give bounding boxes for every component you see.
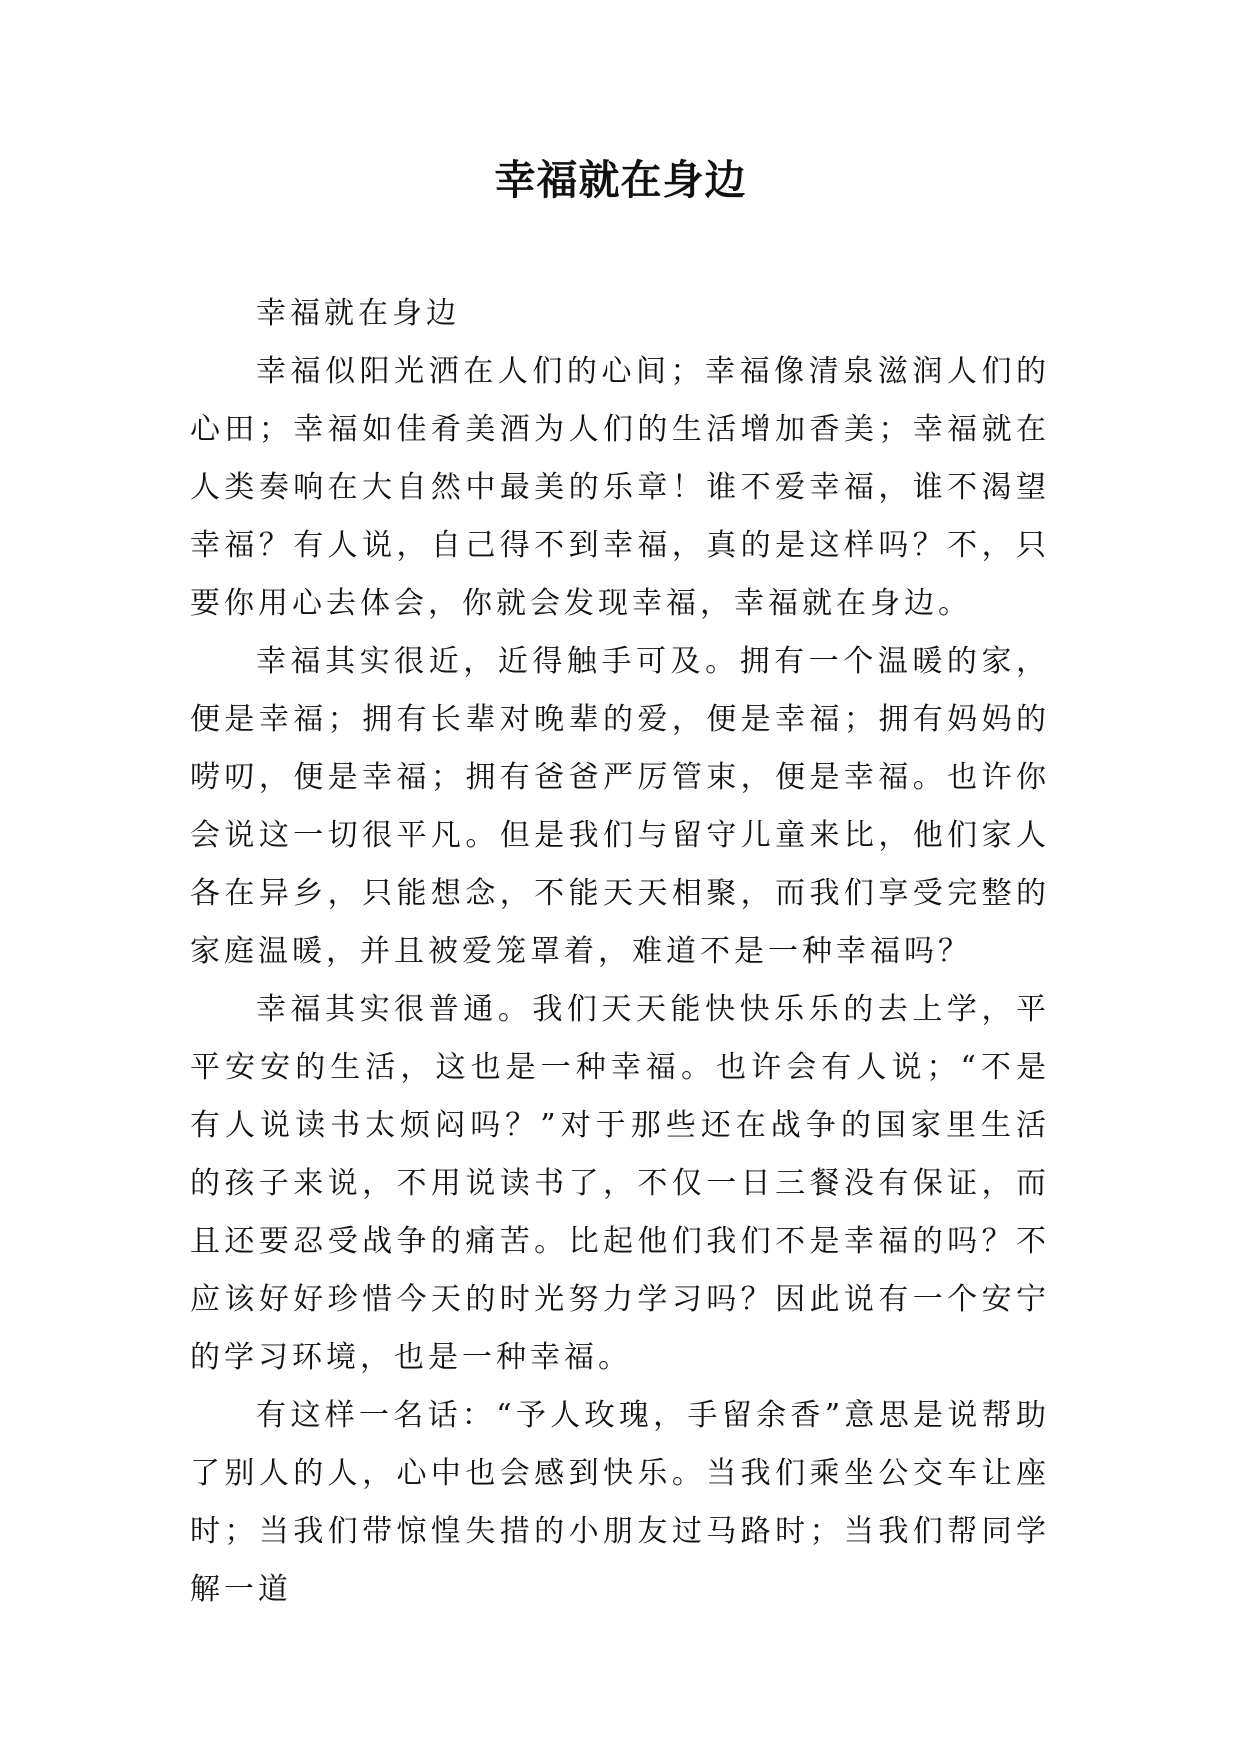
paragraph-4: 有这样一名话：“予人玫瑰，手留余香”意思是说帮助了别人的人，心中也会感到快乐。当我们乘坐公交车让座时；当我们带惊惶失措的小朋友过马路时；当我们帮同学解一道 bbox=[190, 1398, 1050, 1607]
document-title: 幸福就在身边 bbox=[494, 156, 747, 204]
paragraph-subtitle: 幸福就在身边 bbox=[256, 296, 460, 331]
document-body bbox=[190, 285, 1050, 1619]
paragraph-3: 幸福其实很普通。我们天天能快快乐乐的去上学，平平安安的生活，这也是一种幸福。也许会有人说；“不是有人说读书太烦闷吗？”对于那些还在战争的国家里生活的孩子来说，不用说读书了，不仅一日三餐没有保证，而且还要忍受战争的痛苦。比起他们我们不是幸福的吗？不应该好好珍惜今天的时光努力学习吗？因此说有一个安宁的学习环境，也是一种幸福。 bbox=[190, 992, 1050, 1375]
paragraph-2: 幸福其实很近，近得触手可及。拥有一个温暖的家，便是幸福；拥有长辈对晚辈的爱，便是幸福；拥有妈妈的唠叨，便是幸福；拥有爸爸严厉管束，便是幸福。也许你会说这一切很平凡。但是我们与留守儿童来比，他们家人各在异乡，只能想念，不能天天相聚，而我们享受完整的家庭温暖，并且被爱笼罩着，难道不是一种幸福吗？ bbox=[190, 644, 1050, 969]
paragraph-1: 幸福似阳光洒在人们的心间；幸福像清泉滋润人们的心田；幸福如佳肴美酒为人们的生活增加香美；幸福就在人类奏响在大自然中最美的乐章！谁不爱幸福，谁不渴望幸福？有人说，自己得不到幸福，真的是这样吗？不，只要你用心去体会，你就会发现幸福，幸福就在身边。 bbox=[190, 354, 1050, 621]
